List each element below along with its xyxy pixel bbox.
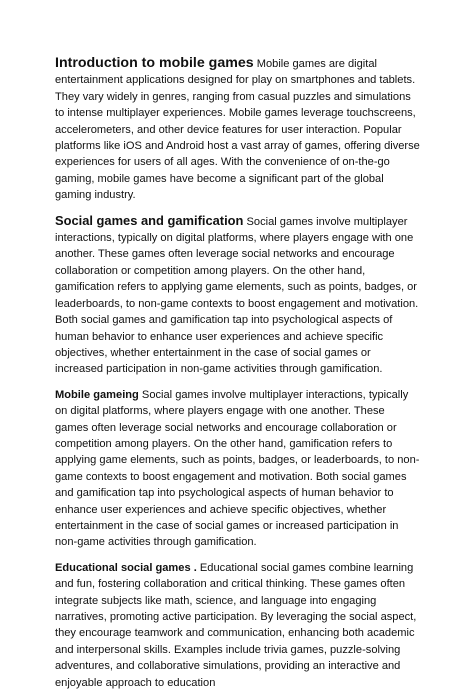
section-body-mobile-gameing: Social games involve multiplayer interactions, typically on digital platforms, where players engage with one another. These games often leverage social networks and encourage collaboration or competition among players. On the other hand, gamification refers to applying game elements, such as points, badges, or leaderboards, to non-game contexts to boost engagement and motivation. Both social games and gamification tap into psychological aspects of human behavior to enhance user experiences and achieve specific objectives, whether entertainment in the case of social games or increased participation in non-game activities through gamification.	[55, 388, 420, 549]
section-body-social-games: Social games involve multiplayer interactions, typically on digital platforms, where players engage with one another. These games often leverage social networks and encourage collaboration or competition among players. On the other hand, gamification refers to applying game elements, such as points, badges, or leaderboards, to non-game contexts to boost engagement and motivation. Both social games and gamification tap into psychological aspects of human behavior to enhance user experiences and achieve specific objectives, whether entertainment in the case of social games or increased participation in non-game activities through gamification.	[55, 215, 419, 376]
document-body	[55, 55, 421, 691]
section-social-games	[55, 213, 421, 378]
section-heading-social-games: Social games and gamification	[55, 212, 244, 228]
section-body-intro: Mobile games are digital entertainment applications designed for play on smartphones and tablets. They vary widely in genres, ranging from casual puzzles and simulations to intense multiplayer experiences. Mobile games leverage touchscreens, accelerometers, and other device features for user interaction. Popular platforms like iOS and Android host a vast array of games, offering diverse experiences for users of all ages. With the convenience of on-the-go gaming, mobile games have become a significant part of the global gaming industry.	[55, 58, 420, 202]
section-educational	[55, 560, 421, 691]
section-heading-intro: Introduction to mobile games	[55, 55, 254, 71]
section-intro	[55, 55, 421, 204]
section-mobile-gameing	[55, 387, 421, 551]
section-heading-educational: Educational social games .	[55, 561, 197, 574]
section-heading-mobile-gameing: Mobile gameing	[55, 388, 139, 401]
section-body-educational: Educational social games combine learning and fun, fostering collaboration and critical thinking. These games often integrate subjects like math, science, and language into engaging narratives, promoting active participation. By leveraging the social aspect, they encourage teamwork and communication, enhancing both academic and interpersonal skills. Examples include trivia games, puzzle-solving adventures, and collaborative simulations, providing an interactive and enjoyable approach to education	[55, 561, 417, 689]
